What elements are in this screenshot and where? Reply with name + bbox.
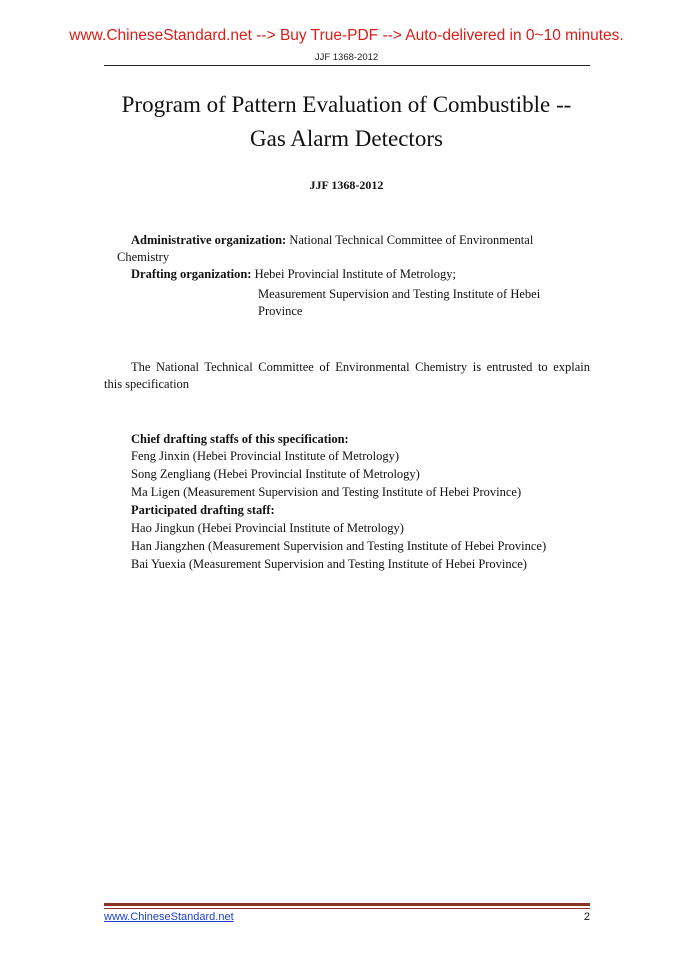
title-line-1: Program of Pattern Evaluation of Combustible -- [121,92,572,117]
chief-staff-item: Song Zengliang (Hebei Provincial Institute of Metrology) [131,467,420,481]
admin-org-line [131,232,533,249]
admin-org-value-cont: Chemistry [117,250,170,264]
footer-divider-thin [104,908,590,909]
footer-divider-thick [104,903,590,906]
explain-paragraph-line-2: this specification [104,377,190,391]
participated-staff-item: Bai Yuexia (Measurement Supervision and Testing Institute of Hebei Province) [131,557,527,571]
document-title [0,88,693,156]
explain-paragraph-line-1: The National Technical Committee of Environmental Chemistry is entrusted to explain [131,360,590,374]
participated-staff-item: Han Jiangzhen (Measurement Supervision and Testing Institute of Hebei Province) [131,539,547,553]
participated-staff-item: Hao Jingkun (Hebei Provincial Institute of Metrology) [131,521,404,535]
footer-website-link[interactable]: www.ChineseStandard.net [104,911,234,923]
chief-staff-heading: Chief drafting staffs of this specification: [131,432,349,446]
drafting-org-value-1: Hebei Provincial Institute of Metrology; [254,267,456,281]
chief-staff-item: Ma Ligen (Measurement Supervision and Testing Institute of Hebei Province) [131,485,522,499]
page-number: 2 [583,911,590,923]
admin-org-value: National Technical Committee of Environmental [289,233,534,247]
drafting-org-line [131,266,456,283]
participated-staff-heading: Participated drafting staff: [131,503,275,517]
title-line-2: Gas Alarm Detectors [250,126,443,151]
promo-banner[interactable]: www.ChineseStandard.net --> Buy True-PDF --> Auto-delivered in 0~10 minutes. [69,27,624,44]
chief-staff-item: Feng Jinxin (Hebei Provincial Institute of Metrology) [131,449,400,463]
drafting-org-value-2: Measurement Supervision and Testing Institute of Hebei [258,287,541,301]
header-divider [104,65,590,66]
admin-org-label: Administrative organization: [131,233,287,247]
drafting-org-label: Drafting organization: [131,267,252,281]
running-header-code: JJF 1368-2012 [314,52,379,63]
drafting-org-value-3: Province [258,304,303,318]
specification-code: JJF 1368-2012 [309,178,384,192]
